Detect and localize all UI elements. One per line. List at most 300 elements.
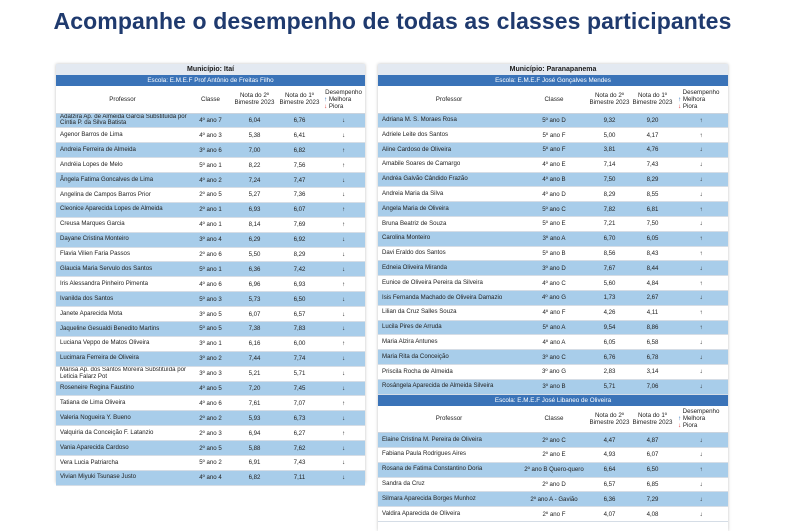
table-row [56, 455, 365, 470]
arrow-up-icon: ↑ [322, 277, 365, 292]
header-professor: Professor [378, 86, 520, 113]
nota2-cell: 7,00 [232, 143, 277, 158]
nota1-cell: 4,84 [631, 276, 674, 291]
libaneo-rows [378, 433, 728, 522]
piora-label: Piora [682, 102, 698, 110]
nota2-cell: 5,88 [232, 441, 277, 456]
nota2-cell: 6,64 [588, 462, 631, 477]
professor-name: Rosana de Fatima Constantino Doria [378, 462, 520, 477]
arrow-down-icon: ↓ [674, 350, 728, 365]
arrow-down-icon: ↓ [674, 365, 728, 380]
classe-cell: 4º ano 1 [189, 217, 232, 232]
arrow-down-icon: ↓ [674, 217, 728, 232]
melhora-label: Melhora [682, 95, 706, 103]
arrow-down-icon: ↓ [674, 477, 728, 492]
professor-name: Isis Fernanda Machado de Oliveira Damazio [378, 291, 520, 306]
arrow-up-icon: ↑ [322, 336, 365, 351]
professor-name: Maria Alzira Antunes [378, 335, 520, 350]
professor-name: Angela Maria de Oliveira [378, 202, 520, 217]
professor-name: Bruna Beatriz de Souza [378, 217, 520, 232]
classe-cell: 2º ano 1 [189, 202, 232, 217]
arrow-down-icon: ↓ [322, 455, 365, 470]
table-row [56, 470, 365, 485]
classe-cell: 4º ano D [520, 187, 588, 202]
header-classe: Classe [189, 86, 232, 113]
professor-name: Marisa Ap. dos Santos Moreira Substituída por Leticia Falarz Pot [56, 366, 189, 381]
classe-cell: 5º ano E [520, 217, 588, 232]
table-row [378, 350, 728, 365]
nota2-cell: 5,73 [232, 292, 277, 307]
arrow-up-icon: ↑ [678, 415, 682, 423]
nota1-cell: 6,57 [277, 307, 322, 322]
nota1-cell: 7,69 [277, 217, 322, 232]
professor-name: Adalzira Ap. de Almeida Garcia Substituída por Cíntia P. da Silva Batista [56, 113, 189, 128]
nota2-cell: 8,14 [232, 217, 277, 232]
nota2-cell: 6,93 [232, 202, 277, 217]
nota1-cell: 6,85 [631, 477, 674, 492]
professor-name: Angelina de Campos Barros Prior [56, 187, 189, 202]
arrow-down-icon: ↓ [322, 441, 365, 456]
professor-name: Luciana Veppo de Matos Oliveira [56, 336, 189, 351]
desempenho-label: Desempenho [682, 88, 720, 96]
arrow-down-icon: ↓ [324, 102, 328, 110]
table-row [378, 202, 728, 217]
table-row [378, 507, 728, 522]
table-row [56, 173, 365, 188]
nota2-cell: 2,83 [588, 365, 631, 380]
classe-cell: 2º ano 5 [189, 187, 232, 202]
nota2-cell: 5,93 [232, 411, 277, 426]
table-row [378, 433, 728, 448]
header-nota1: Nota do 1º Bimestre 2023 [277, 86, 322, 113]
classe-cell: 3º ano 4 [189, 232, 232, 247]
arrow-up-icon: ↑ [674, 246, 728, 261]
table-row [378, 157, 728, 172]
professor-name: Agenor Barros de Lima [56, 128, 189, 143]
nota1-cell: 8,29 [277, 247, 322, 262]
escola-label: Escola: E.M.E.F José Libaneo de Oliveira [378, 394, 728, 406]
nota1-cell: 6,78 [631, 350, 674, 365]
header-desempenho [674, 86, 728, 113]
professor-name: Andréia Lopes de Melo [56, 158, 189, 173]
nota2-cell: 4,07 [588, 507, 631, 522]
table-row [378, 172, 728, 187]
arrow-up-icon: ↑ [674, 113, 728, 128]
nota2-cell: 5,60 [588, 276, 631, 291]
nota1-cell: 8,86 [631, 320, 674, 335]
nota2-cell: 6,94 [232, 426, 277, 441]
arrow-up-icon: ↑ [322, 202, 365, 217]
arrow-up-icon: ↑ [674, 276, 728, 291]
professor-name: Lucila Pires de Arruda [378, 320, 520, 335]
professor-name: Creusa Marques Garcia [56, 217, 189, 232]
classe-cell: 2º ano 5 [189, 441, 232, 456]
arrow-down-icon: ↓ [674, 143, 728, 158]
table-row [56, 321, 365, 336]
professor-name: Adriana M. S. Moraes Rosa [378, 113, 520, 128]
nota1-cell: 7,43 [631, 157, 674, 172]
table-row [378, 113, 728, 128]
classe-cell: 3º ano G [520, 365, 588, 380]
arrow-up-icon: ↑ [322, 426, 365, 441]
table-row [378, 477, 728, 492]
arrow-down-icon: ↓ [674, 507, 728, 522]
nota2-cell: 6,96 [232, 277, 277, 292]
itai-rows [56, 113, 365, 485]
paranapanema-table [378, 64, 728, 522]
nota2-cell: 4,47 [588, 433, 631, 448]
professor-name: Davi Eraldo dos Santos [378, 246, 520, 261]
nota1-cell: 8,44 [631, 261, 674, 276]
nota1-cell: 6,58 [631, 335, 674, 350]
nota1-cell: 7,47 [277, 173, 322, 188]
table-row [56, 217, 365, 232]
arrow-down-icon: ↓ [674, 379, 728, 394]
nota1-cell: 7,62 [277, 441, 322, 456]
table-row [378, 246, 728, 261]
arrow-up-icon: ↑ [674, 305, 728, 320]
classe-cell: 5º ano F [520, 128, 588, 143]
nota2-cell: 6,36 [588, 492, 631, 507]
professor-name: Andreia Maria da Silva [378, 187, 520, 202]
professor-name: Flavia Vilien Faria Passos [56, 247, 189, 262]
nota2-cell: 7,82 [588, 202, 631, 217]
arrow-down-icon: ↓ [322, 247, 365, 262]
professor-name: Lilian da Cruz Salles Souza [378, 305, 520, 320]
nota2-cell: 1,73 [588, 291, 631, 306]
professor-name: Eunice de Oliveira Pereira da Silveira [378, 276, 520, 291]
professor-name: Janete Aparecida Mota [56, 307, 189, 322]
nota1-cell: 7,06 [631, 379, 674, 394]
nota1-cell: 4,87 [631, 433, 674, 448]
classe-cell: 4º ano 2 [189, 173, 232, 188]
table-row [56, 381, 365, 396]
nota1-cell: 6,93 [277, 277, 322, 292]
professor-name: Vera Lucia Patriarcha [56, 455, 189, 470]
nota2-cell: 6,04 [232, 113, 277, 128]
arrow-down-icon: ↓ [674, 291, 728, 306]
table-row [56, 187, 365, 202]
classe-cell: 3º ano C [520, 350, 588, 365]
arrow-down-icon: ↓ [674, 492, 728, 507]
desempenho-label: Desempenho [325, 88, 362, 96]
classe-cell: 4º ano 6 [189, 277, 232, 292]
table-row [56, 202, 365, 217]
header-professor: Professor [378, 406, 520, 433]
header-nota2: Nota do 2º Bimestre 2023 [588, 86, 631, 113]
nota2-cell: 6,82 [232, 470, 277, 485]
table-row [56, 411, 365, 426]
municipio-label: Município: Paranapanema [378, 64, 728, 75]
nota2-cell: 8,29 [588, 187, 631, 202]
nota1-cell: 6,05 [631, 231, 674, 246]
melhora-label: Melhora [682, 415, 706, 423]
classe-cell: 4º ano E [520, 157, 588, 172]
classe-cell: 4º ano F [520, 305, 588, 320]
nota2-cell: 7,61 [232, 396, 277, 411]
arrow-down-icon: ↓ [322, 321, 365, 336]
professor-name: Edneia Oliveira Miranda [378, 261, 520, 276]
nota2-cell: 6,07 [232, 307, 277, 322]
classe-cell: 4º ano 4 [189, 470, 232, 485]
paranapanema-panel [378, 64, 728, 531]
table-row [56, 128, 365, 143]
professor-name: Cleonice Aparecida Lopes de Almeida [56, 202, 189, 217]
nota2-cell: 8,22 [232, 158, 277, 173]
table-row [56, 232, 365, 247]
classe-cell: 3º ano 6 [189, 143, 232, 158]
arrow-up-icon: ↑ [674, 128, 728, 143]
professor-name: Maria Rita da Conceição [378, 350, 520, 365]
arrow-down-icon: ↓ [322, 173, 365, 188]
nota1-cell: 6,27 [277, 426, 322, 441]
professor-name: Vivian Miyuki Tsunase Justo [56, 470, 189, 485]
nota1-cell: 6,00 [277, 336, 322, 351]
arrow-down-icon: ↓ [322, 187, 365, 202]
professor-name: Roseneire Regina Faustino [56, 381, 189, 396]
professor-name: Iris Alessandra Pinheiro Pimenta [56, 277, 189, 292]
nota1-cell: 7,50 [631, 217, 674, 232]
nota1-cell: 8,29 [631, 172, 674, 187]
itai-panel [56, 64, 365, 483]
classe-cell: 2º ano C [520, 433, 588, 448]
nota1-cell: 6,81 [631, 202, 674, 217]
nota1-cell: 6,92 [277, 232, 322, 247]
nota2-cell: 6,36 [232, 262, 277, 277]
arrow-down-icon: ↓ [322, 113, 365, 128]
arrow-down-icon: ↓ [322, 351, 365, 366]
table-row [378, 320, 728, 335]
nota2-cell: 7,24 [232, 173, 277, 188]
nota2-cell: 6,76 [588, 350, 631, 365]
arrow-down-icon: ↓ [674, 172, 728, 187]
nota2-cell: 4,26 [588, 305, 631, 320]
header-desempenho [674, 406, 728, 433]
arrow-down-icon: ↓ [322, 232, 365, 247]
professor-name: Rosângela Aparecida de Almeida Silveira [378, 379, 520, 394]
classe-cell: 5º ano D [520, 113, 588, 128]
professor-name: Andréa Galvão Cândido Frazão [378, 172, 520, 187]
table-row [378, 261, 728, 276]
classe-cell: 4º ano 7 [189, 113, 232, 128]
professor-name: Adriele Leite dos Santos [378, 128, 520, 143]
classe-cell: 2º ano A - Gavião [520, 492, 588, 507]
table-row [56, 307, 365, 322]
arrow-down-icon: ↓ [322, 128, 365, 143]
nota1-cell: 6,50 [277, 292, 322, 307]
arrow-down-icon: ↓ [674, 261, 728, 276]
table-row [56, 143, 365, 158]
table-row [56, 247, 365, 262]
arrow-up-icon: ↑ [322, 143, 365, 158]
nota1-cell: 8,43 [631, 246, 674, 261]
nota2-cell: 7,14 [588, 157, 631, 172]
header-classe: Classe [520, 86, 588, 113]
arrow-down-icon: ↓ [674, 335, 728, 350]
piora-label: Piora [682, 422, 698, 430]
table-row [378, 217, 728, 232]
table-row [56, 351, 365, 366]
table-row [378, 128, 728, 143]
nota1-cell: 7,45 [277, 381, 322, 396]
arrow-down-icon: ↓ [322, 381, 365, 396]
classe-cell: 5º ano 1 [189, 262, 232, 277]
table-row [56, 158, 365, 173]
melhora-label: Melhora [328, 95, 352, 103]
classe-cell: 4º ano C [520, 276, 588, 291]
classe-cell: 3º ano 1 [189, 336, 232, 351]
arrow-down-icon: ↓ [322, 411, 365, 426]
table-row [378, 447, 728, 462]
professor-name: Silmara Aparecida Borges Munhoz [378, 492, 520, 507]
table-row [378, 492, 728, 507]
table-row [378, 291, 728, 306]
classe-cell: 2º ano D [520, 477, 588, 492]
professor-name: Jaqueline Gesualdi Benedito Martins [56, 321, 189, 336]
table-row [56, 366, 365, 381]
arrow-down-icon: ↓ [322, 366, 365, 381]
table-row [56, 292, 365, 307]
nota2-cell: 6,70 [588, 231, 631, 246]
professor-name: Tatiana de Lima Oliveira [56, 396, 189, 411]
page-title: Acompanhe o desempenho de todas as classes participantes [53, 8, 732, 34]
municipio-label: Município: Itaí [56, 64, 365, 75]
table-row [378, 462, 728, 477]
table-row [378, 379, 728, 394]
arrow-up-icon: ↑ [322, 396, 365, 411]
nota2-cell: 6,05 [588, 335, 631, 350]
nota2-cell: 6,29 [232, 232, 277, 247]
mendes-rows [378, 113, 728, 394]
classe-cell: 3º ano A [520, 231, 588, 246]
classe-cell: 2º ano 2 [189, 411, 232, 426]
arrow-down-icon: ↓ [322, 262, 365, 277]
nota2-cell: 9,54 [588, 320, 631, 335]
nota1-cell: 6,41 [277, 128, 322, 143]
nota2-cell: 7,67 [588, 261, 631, 276]
nota2-cell: 5,71 [588, 379, 631, 394]
nota1-cell: 6,50 [631, 462, 674, 477]
table-row [56, 277, 365, 292]
professor-name: Priscila Rocha de Almeida [378, 365, 520, 380]
arrow-down-icon: ↓ [322, 470, 365, 485]
nota2-cell: 6,16 [232, 336, 277, 351]
nota1-cell: 6,73 [277, 411, 322, 426]
table-row [378, 305, 728, 320]
table-row [378, 365, 728, 380]
desempenho-label: Desempenho [682, 408, 720, 416]
table-row [378, 231, 728, 246]
professor-name: Aline Cardoso de Oliveira [378, 143, 520, 158]
arrow-up-icon: ↑ [678, 95, 682, 103]
header-nota2: Nota do 2º Bimestre 2023 [232, 86, 277, 113]
arrow-down-icon: ↓ [674, 433, 728, 448]
nota1-cell: 4,08 [631, 507, 674, 522]
classe-cell: 4º ano 5 [189, 381, 232, 396]
nota1-cell: 7,11 [277, 470, 322, 485]
professor-name: Dayane Cristina Monteiro [56, 232, 189, 247]
classe-cell: 4º ano 3 [189, 128, 232, 143]
nota2-cell: 5,27 [232, 187, 277, 202]
nota1-cell: 7,42 [277, 262, 322, 277]
arrow-down-icon: ↓ [678, 422, 682, 430]
nota2-cell: 7,50 [588, 172, 631, 187]
professor-name: Valquiria da Conceição F. Latanzio [56, 426, 189, 441]
table-row [378, 187, 728, 202]
piora-label: Piora [328, 102, 344, 110]
nota2-cell: 7,44 [232, 351, 277, 366]
classe-cell: 2º ano F [520, 507, 588, 522]
nota1-cell: 6,82 [277, 143, 322, 158]
classe-cell: 5º ano 2 [189, 455, 232, 470]
nota1-cell: 6,07 [277, 202, 322, 217]
nota1-cell: 2,67 [631, 291, 674, 306]
nota2-cell: 5,21 [232, 366, 277, 381]
classe-cell: 5º ano 3 [189, 292, 232, 307]
professor-name: Glaucia Maria Servulo dos Santos [56, 262, 189, 277]
professor-name: Valdira Aparecida de Oliveira [378, 507, 520, 522]
classe-cell: 5º ano F [520, 143, 588, 158]
arrow-up-icon: ↑ [674, 320, 728, 335]
nota1-cell: 7,36 [277, 187, 322, 202]
header-nota1: Nota do 1º Bimestre 2023 [631, 406, 674, 433]
classe-cell: 2º ano 6 [189, 247, 232, 262]
arrow-down-icon: ↓ [322, 307, 365, 322]
arrow-up-icon: ↑ [674, 462, 728, 477]
nota1-cell: 7,43 [277, 455, 322, 470]
nota2-cell: 8,56 [588, 246, 631, 261]
nota2-cell: 6,91 [232, 455, 277, 470]
table-row [56, 336, 365, 351]
table-row [56, 396, 365, 411]
classe-cell: 2º ano E [520, 447, 588, 462]
nota2-cell: 5,50 [232, 247, 277, 262]
classe-cell: 3º ano B [520, 379, 588, 394]
arrow-down-icon: ↓ [674, 447, 728, 462]
arrow-up-icon: ↑ [674, 231, 728, 246]
classe-cell: 3º ano 5 [189, 307, 232, 322]
arrow-down-icon: ↓ [322, 292, 365, 307]
classe-cell: 2º ano B Quero-querо [520, 462, 588, 477]
escola-label: Escola: E.M.E.F José Gonçalves Mendes [378, 75, 728, 86]
table-row [56, 113, 365, 128]
header-nota1: Nota do 1º Bimestre 2023 [631, 86, 674, 113]
classe-cell: 5º ano 1 [189, 158, 232, 173]
nota2-cell: 4,93 [588, 447, 631, 462]
arrow-down-icon: ↓ [678, 102, 682, 110]
classe-cell: 4º ano G [520, 291, 588, 306]
arrow-up-icon: ↑ [674, 202, 728, 217]
classe-cell: 3º ano D [520, 261, 588, 276]
nota1-cell: 6,76 [277, 113, 322, 128]
nota2-cell: 9,32 [588, 113, 631, 128]
professor-name: Ivanilda dos Santos [56, 292, 189, 307]
professor-name: Fabiana Paula Rodrigues Aires [378, 447, 520, 462]
classe-cell: 4º ano 6 [189, 396, 232, 411]
nota1-cell: 9,20 [631, 113, 674, 128]
table-row [378, 143, 728, 158]
nota2-cell: 7,38 [232, 321, 277, 336]
nota2-cell: 5,00 [588, 128, 631, 143]
classe-cell: 2º ano 3 [189, 426, 232, 441]
escola-label: Escola: E.M.E.F Prof Antônio de Freitas Filho [56, 75, 365, 86]
classe-cell: 5º ano 5 [189, 321, 232, 336]
classe-cell: 5º ano A [520, 320, 588, 335]
professor-name: Andreia Ferreira de Almeida [56, 143, 189, 158]
nota1-cell: 7,83 [277, 321, 322, 336]
table-row [378, 335, 728, 350]
professor-name: Amabile Soares de Camargo [378, 157, 520, 172]
